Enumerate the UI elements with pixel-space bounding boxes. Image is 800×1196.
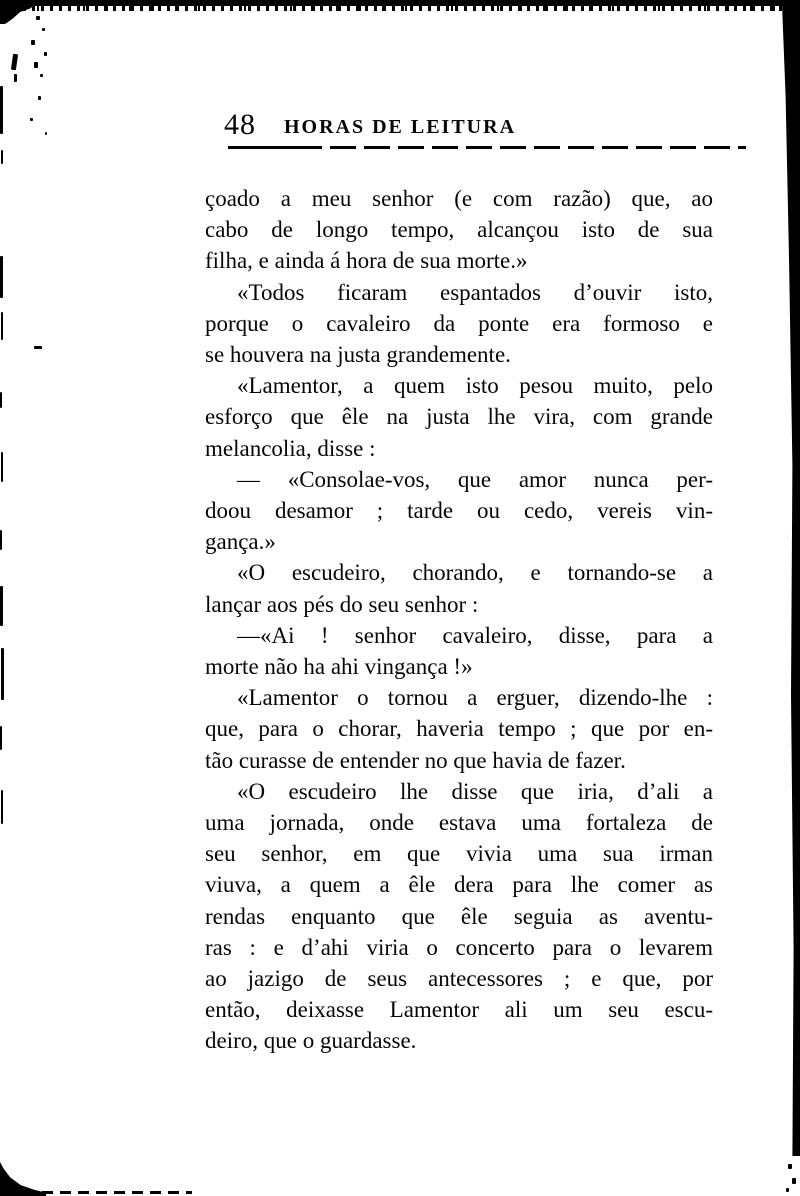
scan-left-margin-mark (0, 586, 3, 626)
scan-speck (40, 74, 43, 77)
scan-left-margin-mark (0, 86, 3, 134)
scan-speck (11, 54, 18, 71)
scan-left-margin-mark (1, 790, 3, 824)
scan-left-margin-mark (1, 648, 4, 700)
paragraph (205, 557, 713, 619)
text-line: seu senhor, em que vivia uma sua irman (205, 841, 713, 867)
text-line: melancolia, disse : (205, 435, 376, 461)
scan-left-margin-mark (1, 150, 3, 164)
text-line: uma jornada, onde estava uma fortaleza de (205, 810, 713, 836)
paragraph (205, 682, 713, 776)
text-line: lançar aos pés do seu senhor : (205, 591, 479, 617)
scan-speck (14, 74, 17, 82)
scan-speck (45, 132, 47, 135)
text-line: «Lamentor o tornou a erguer, dizendo-lhe : (237, 685, 713, 711)
paragraph (205, 776, 713, 1057)
scan-speck (31, 40, 35, 45)
text-line: filha, e ainda á hora de sua morte.» (205, 248, 528, 274)
text-line: doou desamor ; tarde ou cedo, vereis vin- (205, 498, 713, 524)
scan-left-margin-mark (0, 726, 2, 750)
scan-artifact-top-left-blob (0, 0, 42, 24)
paragraph (205, 620, 713, 682)
text-line: «O escudeiro lhe disse que iria, d’ali a (237, 778, 713, 804)
scan-artifact-top-ticks (14, 5, 786, 11)
scan-left-margin-mark (1, 452, 3, 482)
scan-left-margin-mark (34, 346, 42, 349)
paragraph (205, 464, 713, 558)
scan-left-margin-mark (1, 312, 3, 340)
text-line: ras : e d’ahi viria o concerto para o levarem (205, 934, 713, 960)
scan-artifact-bottom-dashes (42, 1191, 192, 1194)
header-rule (228, 146, 746, 149)
text-line: porque o cavaleiro da ponte era formoso e (205, 310, 713, 336)
text-line: que, para o chorar, haveria tempo ; que por en- (205, 716, 713, 742)
text-line: morte não ha ahi vingança !» (205, 654, 473, 680)
text-line: — «Consolae-vos, que amor nunca per- (237, 466, 713, 492)
text-line: se houvera na justa grandemente. (205, 342, 511, 368)
scan-speck (30, 118, 33, 121)
paragraph (205, 183, 713, 277)
page-number: 48 (224, 108, 256, 141)
text-line: ao jazigo de seus antecessores ; e que, por (205, 966, 713, 992)
scan-speck (792, 1178, 796, 1184)
paragraph (205, 277, 713, 371)
text-line: —«Ai ! senhor cavaleiro, disse, para a (237, 622, 713, 648)
text-line: então, deixasse Lamentor ali um seu escu- (205, 997, 713, 1023)
scan-speck (34, 62, 38, 68)
text-line: cabo de longo tempo, alcançou isto de sua (205, 217, 713, 243)
header-rule-solid-segment (228, 146, 302, 149)
text-line: «O escudeiro, chorando, e tornando-se a (237, 560, 713, 586)
scan-left-margin-mark (0, 392, 2, 408)
scan-left-margin-mark (0, 530, 2, 550)
text-line: «Lamentor, a quem isto pesou muito, pelo (237, 373, 713, 399)
text-line: rendas enquanto que êle seguia as aventu- (205, 903, 713, 929)
text-line: viuva, a quem a êle dera para lhe comer as (205, 872, 713, 898)
scan-artifact-bottom-left-wedge (0, 1162, 46, 1196)
paragraph (205, 370, 713, 464)
scan-left-margin-mark (0, 256, 3, 298)
text-line: çoado a meu senhor (e com razão) que, ao (205, 186, 713, 211)
text-line: deiro, que o guardasse. (205, 1028, 417, 1054)
text-line: gança.» (205, 529, 276, 555)
scan-artifact-right-edge (780, 4, 800, 1156)
text-line: esforço que êle na justa lhe vira, com grande (205, 404, 713, 430)
scan-speck (36, 16, 40, 20)
text-line: tão curasse de entender no que havia de fazer. (205, 747, 626, 773)
scan-speck (42, 28, 45, 31)
body-text (205, 183, 713, 1057)
scan-speck (788, 1164, 792, 1169)
text-line: «Todos ficaram espantados d’ouvir isto, (237, 279, 713, 305)
scan-speck (44, 52, 47, 56)
scan-speck (786, 1188, 789, 1192)
scan-speck (38, 96, 41, 100)
running-title: HORAS DE LEITURA (283, 116, 517, 138)
